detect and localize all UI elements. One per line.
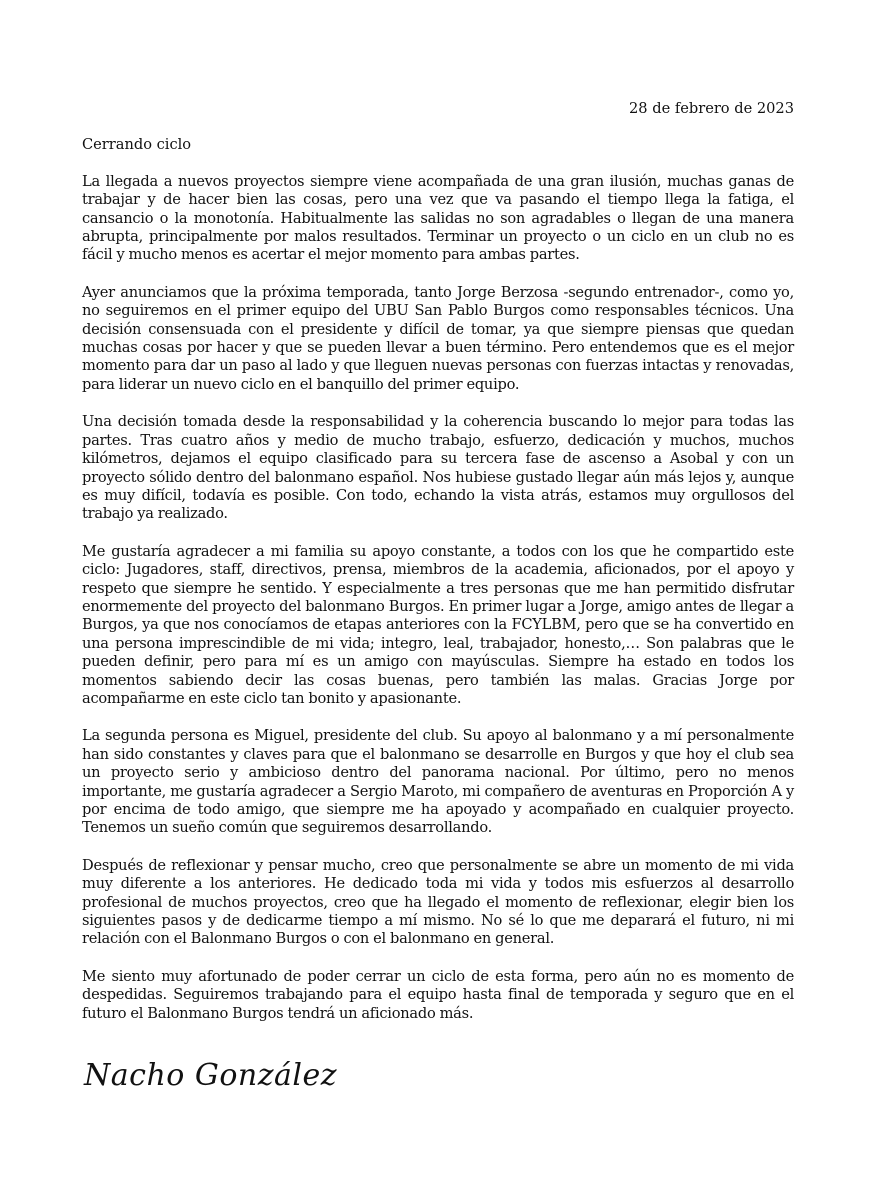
letter-date: 28 de febrero de 2023 (629, 100, 794, 117)
letter-heading: Cerrando ciclo (82, 136, 192, 154)
paragraph-5: La segunda persona es Miguel, presidente del club. Su apoyo al balonmano y a mí personalmente han sido constantes y claves para que el balonmano se desarrolle en Burgos y que hoy el club sea un proyecto serio y ambicioso dentro del panorama nacional. Por último, pero no menos importante, me gustaría agradecer a Sergio Maroto, mi compañero de aventuras en Proporción A y por encima de todo amigo, que siempre me ha apoyado y acompañado en cualquier proyecto. Tenemos un sueño común que seguiremos desarrollando. (82, 727, 794, 837)
letter-body (82, 100, 794, 1042)
paragraph-6: Después de reflexionar y pensar mucho, creo que personalmente se abre un momento de mi vida muy diferente a los anteriores. He dedicado toda mi vida y todos mis esfuerzos al desarrollo profesional de muchos proyectos, creo que ha llegado el momento de reflexionar, elegir bien los siguientes pasos y de dedicarme tiempo a mí mismo. No sé lo que me deparará el futuro, ni mi relación con el Balonmano Burgos o con el balonmano en general. (82, 856, 794, 948)
paragraph-4: Me gustaría agradecer a mi familia su apoyo constante, a todos con los que he compartido este ciclo: Jugadores, staff, directivos, prensa, miembros de la academia, aficionados, por el apoyo y respeto que siempre he sentido. Y especialmente a tres personas que me han permitido disfrutar enormemente del proyecto del balonmano Burgos. En primer lugar a Jorge, amigo antes de llegar a Burgos, ya que nos conocíamos de etapas anteriores con la FCYLBM, pero que se ha convertido en una persona imprescindible de mi vida; integro, leal, trabajador, honesto,… Son palabras que le pueden definir, pero para mí es un amigo con mayúsculas. Siempre ha estado en todos los momentos sabiendo decir las cosas buenas, pero también las malas. Gracias Jorge por acompañarme en este ciclo tan bonito y apasionante. (82, 542, 794, 707)
paragraph-3: Una decisión tomada desde la responsabilidad y la coherencia buscando lo mejor para todas las partes. Tras cuatro años y medio de mucho trabajo, esfuerzo, dedicación y muchos, muchos kilómetros, dejamos el equipo clasificado para su tercera fase de ascenso a Asobal y con un proyecto sólido dentro del balonmano español. Nos hubiese gustado llegar aún más lejos y, aunque es muy difícil, todavía es posible. Con todo, echando la vista atrás, estamos muy orgullosos del trabajo ya realizado. (82, 413, 794, 523)
paragraph-2: Ayer anunciamos que la próxima temporada, tanto Jorge Berzosa -segundo entrenador-, como yo, no seguiremos en el primer equipo del UBU San Pablo Burgos como responsables técnicos. Una decisión consensuada con el presidente y difícil de tomar, ya que siempre piensas que quedan muchas cosas por hacer y que se pueden llevar a buen término. Pero entendemos que es el mejor momento para dar un paso al lado y que lleguen nuevas personas con fuerzas intactas y renovadas, para liderar un nuevo ciclo en el banquillo del primer equipo. (82, 283, 794, 393)
paragraph-7: Me siento muy afortunado de poder cerrar un ciclo de esta forma, pero aún no es momento de despedidas. Seguiremos trabajando para el equipo hasta final de temporada y seguro que en el futuro el Balonmano Burgos tendrá un aficionado más. (82, 967, 794, 1022)
handwritten-signature: Nacho González (84, 1058, 338, 1093)
paragraph-1: La llegada a nuevos proyectos siempre viene acompañada de una gran ilusión, muchas ganas de trabajar y de hacer bien las cosas, pero una vez que va pasando el tiempo llega la fatiga, el cansancio o la monotonía. Habitualmente las salidas no son agradables o llegan de una manera abrupta, principalmente por malos resultados. Terminar un proyecto o un ciclo en un club no es fácil y mucho menos es acertar el mejor momento para ambas partes. (82, 172, 794, 264)
